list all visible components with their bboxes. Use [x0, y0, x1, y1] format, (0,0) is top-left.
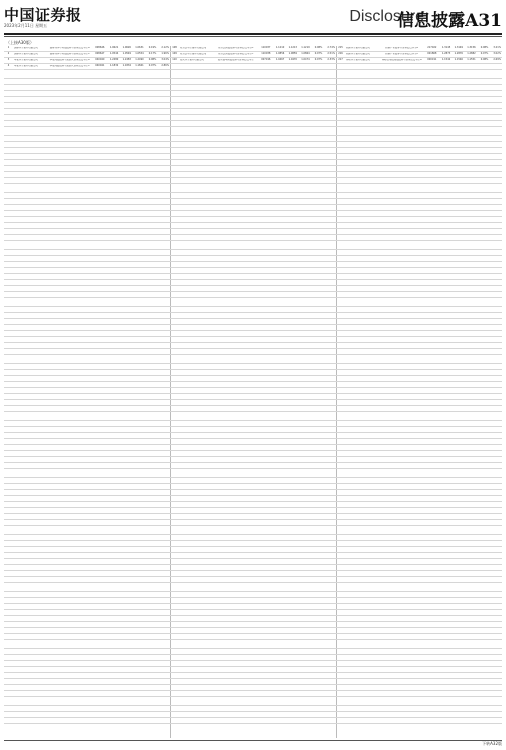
fund-manager: 招商基金管理有限公司	[345, 47, 370, 50]
continued-note: 下转A32版	[482, 741, 502, 746]
return-value: 0.08%	[480, 58, 489, 62]
return-value: 0.07%	[480, 52, 489, 56]
nav-value: 1.1546	[454, 58, 463, 62]
table-row	[336, 526, 502, 535]
table-row	[4, 298, 170, 307]
fund-manager: 国泰基金管理有限公司	[13, 47, 38, 50]
row-number: 217	[338, 58, 343, 62]
disclosure-table	[4, 39, 502, 739]
table-column-1	[4, 46, 170, 738]
fund-name: 招商产业债券型证券投资基金C	[385, 53, 419, 56]
table-row	[170, 70, 336, 79]
nav-value: 1.2882	[467, 52, 476, 56]
nav-value: 1.0626	[122, 46, 131, 50]
return-value: 2.86%	[161, 64, 169, 68]
table-row	[170, 127, 336, 136]
table-row	[336, 469, 502, 478]
table-row	[170, 697, 336, 706]
nav-value: 1.0470	[288, 58, 297, 62]
nav-value: 1.0474	[301, 58, 310, 62]
return-value: 0.07%	[148, 64, 157, 68]
table-row	[170, 526, 336, 535]
fund-code: 110037	[261, 46, 271, 50]
return-value: 0.19%	[148, 46, 157, 50]
table-row	[4, 412, 170, 421]
nav-value: 1.0621	[109, 46, 119, 50]
section-title-en: Disclosure	[349, 8, 424, 25]
return-value: 2.69%	[493, 58, 501, 62]
return-value: 3.04%	[161, 58, 169, 62]
fund-manager: 华安基金管理有限公司	[13, 65, 38, 68]
return-value: 2.74%	[327, 46, 335, 50]
row-number: 215	[338, 46, 343, 50]
table-row	[4, 697, 170, 706]
nav-value: 1.0864	[301, 52, 310, 56]
nav-value: 1.1542	[441, 58, 451, 62]
row-number: 108	[172, 46, 177, 50]
fund-manager: 博时基金管理有限公司	[345, 59, 370, 62]
return-value: 0.08%	[148, 58, 157, 62]
nav-value: 1.2876	[454, 52, 463, 56]
footer-rule	[4, 740, 502, 741]
return-value: 2.12%	[161, 46, 169, 50]
row-number: 1	[7, 46, 10, 50]
table-row	[4, 127, 170, 136]
nav-value: 1.1213	[288, 46, 297, 50]
table-row	[336, 298, 502, 307]
fund-manager: 华安基金管理有限公司	[13, 59, 38, 62]
table-row	[336, 697, 502, 706]
table-row	[336, 127, 502, 136]
section-title-cn	[397, 6, 502, 31]
row-number: 4	[7, 64, 10, 68]
table-row	[336, 70, 502, 79]
fund-code: 008647	[95, 52, 105, 56]
return-value: 0.08%	[314, 46, 323, 50]
row-number: 110	[172, 58, 177, 62]
row-number: 2	[7, 52, 10, 56]
nav-value: 1.0631	[135, 46, 144, 50]
nav-value: 1.3145	[441, 46, 451, 50]
fund-code: 110038	[261, 52, 271, 56]
nav-value: 1.3156	[467, 46, 476, 50]
nav-value: 1.1841	[135, 64, 144, 68]
table-row	[170, 640, 336, 649]
return-value: 0.07%	[314, 58, 323, 62]
fund-manager: 国泰基金管理有限公司	[13, 53, 38, 56]
fund-name: 易方达纯债债券型证券投资基金A	[218, 47, 254, 50]
return-value: 2.51%	[327, 52, 335, 56]
fund-code: 001868	[427, 52, 437, 56]
table-row	[4, 583, 170, 592]
table-column-3	[336, 46, 502, 738]
nav-value: 1.1834	[122, 64, 131, 68]
table-row	[336, 241, 502, 250]
return-value: 0.07%	[314, 52, 323, 56]
table-row	[4, 640, 170, 649]
nav-value: 1.3149	[454, 46, 463, 50]
nav-value: 1.0859	[288, 52, 297, 56]
table-row	[4, 70, 170, 79]
table-row	[336, 355, 502, 364]
section-title-cn-text: 信息披露	[397, 11, 466, 31]
newspaper-logo: 中国证券报	[4, 6, 82, 24]
return-value: 3.02%	[493, 52, 501, 56]
table-row	[336, 412, 502, 421]
nav-value: 1.0467	[275, 58, 285, 62]
nav-value: 1.0554	[135, 52, 144, 56]
page-number: A31	[465, 11, 502, 31]
table-column-2	[170, 46, 336, 738]
nav-value: 1.0549	[122, 52, 131, 56]
table-row	[4, 355, 170, 364]
table-row	[170, 412, 336, 421]
table-row	[4, 718, 170, 724]
fund-name: 博时信用债纯债债券型证券投资基金A	[381, 59, 422, 62]
nav-value: 1.2873	[441, 52, 451, 56]
fund-code: 008646	[95, 46, 105, 50]
return-value: 2.33%	[327, 58, 335, 62]
fund-code: 007196	[261, 58, 271, 62]
table-row	[170, 469, 336, 478]
row-number: 216	[338, 52, 343, 56]
table-row	[336, 184, 502, 193]
fund-code: 000191	[427, 58, 437, 62]
return-value: 0.17%	[148, 52, 157, 56]
nav-value: 1.1832	[109, 64, 119, 68]
return-value: 0.08%	[480, 46, 489, 50]
fund-code: 040040	[95, 58, 105, 62]
nav-value: 1.0856	[275, 52, 285, 56]
fund-name: 华安纯债债券型发起式证券投资基金A	[49, 59, 90, 62]
row-number: 3	[7, 58, 10, 62]
table-row	[4, 526, 170, 535]
table-row	[4, 241, 170, 250]
nav-value: 1.1210	[275, 46, 285, 50]
table-row	[170, 718, 336, 724]
table-row	[4, 469, 170, 478]
table-row	[336, 718, 502, 724]
fund-manager: 易方达基金管理有限公司	[179, 47, 207, 50]
header-rule-thin	[4, 36, 502, 37]
table-row	[170, 241, 336, 250]
fund-manager: 嘉实基金管理有限公司	[179, 59, 204, 62]
page-footer	[4, 740, 502, 746]
issue-date: 2023年2月11日 星期五	[4, 23, 48, 28]
fund-name: 易方达纯债债券型证券投资基金C	[218, 53, 254, 56]
fund-name: 嘉实稳华纯债债券型证券投资基金	[217, 59, 254, 62]
table-row	[336, 583, 502, 592]
row-number: 109	[172, 52, 177, 56]
table-row	[170, 184, 336, 193]
return-value: 1.96%	[161, 52, 169, 56]
nav-value: 1.2483	[122, 58, 131, 62]
nav-value: 1.2480	[109, 58, 119, 62]
fund-manager: 招商基金管理有限公司	[345, 53, 370, 56]
nav-value: 1.2490	[135, 58, 144, 62]
table-row	[4, 184, 170, 193]
nav-value: 1.1219	[301, 46, 310, 50]
nav-value: 1.0544	[109, 52, 119, 56]
nav-value: 1.1551	[467, 58, 476, 62]
fund-code: 217022	[427, 46, 437, 50]
table-row	[170, 355, 336, 364]
fund-manager: 易方达基金管理有限公司	[179, 53, 207, 56]
table-caption: （上接A30版）	[6, 40, 34, 45]
table-row	[170, 298, 336, 307]
header-rule-thick	[4, 33, 502, 35]
fund-name: 华安纯债债券型发起式证券投资基金C	[49, 65, 90, 68]
return-value: 3.21%	[493, 46, 501, 50]
table-row	[336, 640, 502, 649]
masthead	[0, 0, 506, 38]
fund-name: 国泰利享中短债债券型证券投资基金C	[49, 53, 90, 56]
fund-name: 招商产业债券型证券投资基金A	[385, 47, 419, 50]
table-row	[170, 583, 336, 592]
fund-code: 040041	[95, 64, 105, 68]
fund-name: 国泰利享中短债债券型证券投资基金A	[49, 47, 90, 50]
